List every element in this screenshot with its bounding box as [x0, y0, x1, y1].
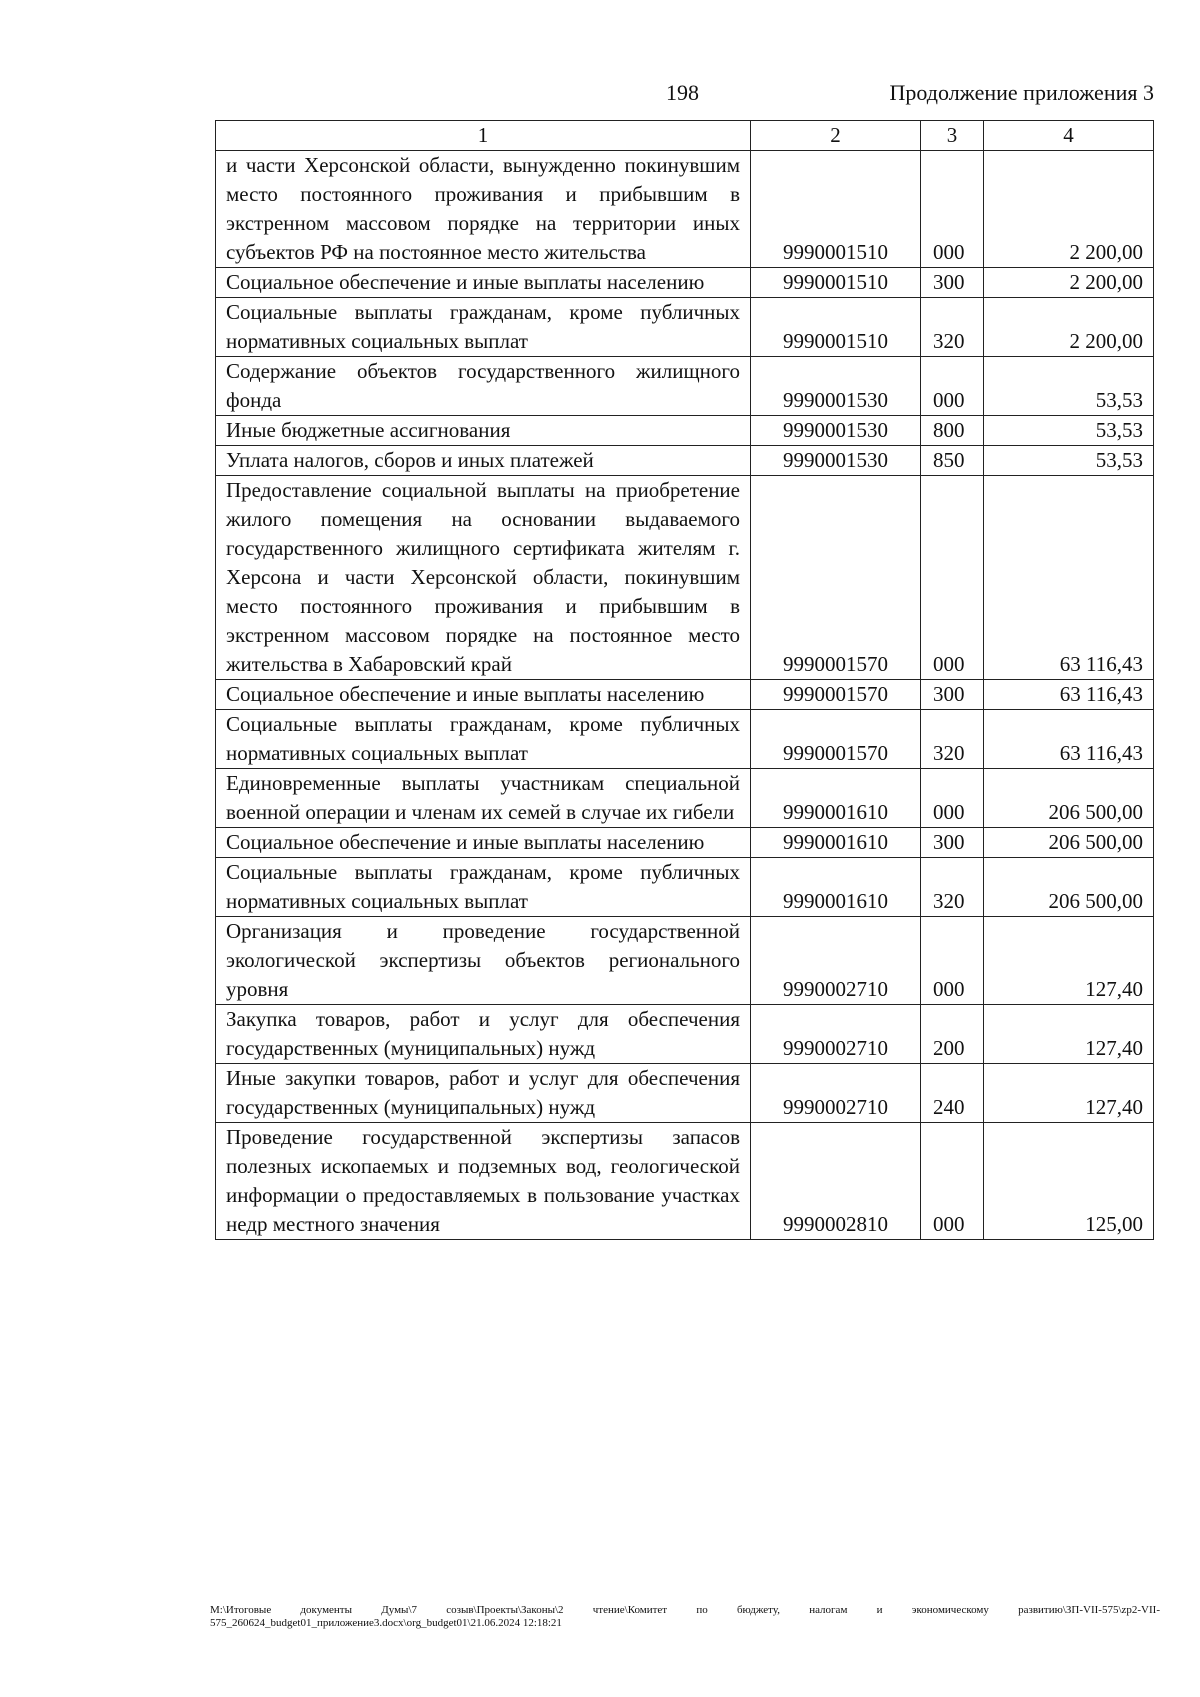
row-code: 9990001570	[751, 476, 921, 680]
row-name: Иные бюджетные ассигнования	[216, 416, 751, 446]
continuation-title: Продолжение приложения 3	[889, 80, 1154, 105]
row-amount: 127,40	[984, 1064, 1154, 1123]
table-row	[216, 268, 1154, 298]
row-amount: 2 200,00	[984, 151, 1154, 268]
row-type: 000	[921, 476, 984, 680]
row-name: Иные закупки товаров, работ и услуг для обеспечения государственных (муниципальных) нужд	[216, 1064, 751, 1123]
budget-table	[215, 120, 1154, 1240]
row-amount: 2 200,00	[984, 268, 1154, 298]
table-row	[216, 1064, 1154, 1123]
row-name: и части Херсонской области, вынужденно покинувшим место постоянного проживания и прибывшим в экстренном массовом порядке на территории иных субъектов РФ на постоянное место жительства	[216, 151, 751, 268]
row-type: 000	[921, 917, 984, 1005]
row-code: 9990001530	[751, 357, 921, 416]
row-amount: 63 116,43	[984, 476, 1154, 680]
table-row	[216, 1123, 1154, 1240]
table-row	[216, 917, 1154, 1005]
row-name: Проведение государственной экспертизы запасов полезных ископаемых и подземных вод, геологической информации о предоставляемых в пользование участках недр местного значения	[216, 1123, 751, 1240]
document-path-footer: M:\Итоговые документы Думы\7 созыв\Проекты\Законы\2 чтение\Комитет по бюджету, налогам и экономическому развитию\ЗП-VII-575\zp2-VII-575_260624_budget01_приложение3.docx\org_budget01\21.06.2024 12:18:21	[210, 1604, 1160, 1629]
row-amount: 63 116,43	[984, 710, 1154, 769]
row-type: 320	[921, 858, 984, 917]
table-row	[216, 710, 1154, 769]
row-name: Социальное обеспечение и иные выплаты населению	[216, 828, 751, 858]
row-amount: 127,40	[984, 1005, 1154, 1064]
row-type: 000	[921, 1123, 984, 1240]
row-type: 300	[921, 828, 984, 858]
row-code: 9990001610	[751, 858, 921, 917]
row-amount: 2 200,00	[984, 298, 1154, 357]
row-name: Социальные выплаты гражданам, кроме публичных нормативных социальных выплат	[216, 298, 751, 357]
column-header-2: 2	[751, 121, 921, 151]
table-row	[216, 680, 1154, 710]
table-row	[216, 298, 1154, 357]
column-header-1: 1	[216, 121, 751, 151]
row-code: 9990001510	[751, 151, 921, 268]
row-amount: 206 500,00	[984, 858, 1154, 917]
row-name: Уплата налогов, сборов и иных платежей	[216, 446, 751, 476]
row-type: 300	[921, 268, 984, 298]
row-amount: 206 500,00	[984, 769, 1154, 828]
table-header-row	[216, 121, 1154, 151]
row-type: 000	[921, 769, 984, 828]
row-name: Социальное обеспечение и иные выплаты населению	[216, 268, 751, 298]
row-code: 9990001610	[751, 769, 921, 828]
row-type: 300	[921, 680, 984, 710]
table-row	[216, 416, 1154, 446]
row-name: Социальные выплаты гражданам, кроме публичных нормативных социальных выплат	[216, 858, 751, 917]
row-amount: 63 116,43	[984, 680, 1154, 710]
row-name: Организация и проведение государственной экологической экспертизы объектов регионального уровня	[216, 917, 751, 1005]
row-name: Закупка товаров, работ и услуг для обеспечения государственных (муниципальных) нужд	[216, 1005, 751, 1064]
table-row	[216, 828, 1154, 858]
row-type: 240	[921, 1064, 984, 1123]
table-row	[216, 1005, 1154, 1064]
row-code: 9990001530	[751, 446, 921, 476]
row-type: 000	[921, 151, 984, 268]
table-row	[216, 769, 1154, 828]
row-type: 320	[921, 298, 984, 357]
row-amount: 127,40	[984, 917, 1154, 1005]
row-amount: 53,53	[984, 446, 1154, 476]
row-name: Социальные выплаты гражданам, кроме публичных нормативных социальных выплат	[216, 710, 751, 769]
row-type: 850	[921, 446, 984, 476]
row-name: Содержание объектов государственного жилищного фонда	[216, 357, 751, 416]
row-code: 9990002710	[751, 1064, 921, 1123]
row-code: 9990002710	[751, 917, 921, 1005]
table-row	[216, 151, 1154, 268]
row-amount: 53,53	[984, 357, 1154, 416]
column-header-3: 3	[921, 121, 984, 151]
row-type: 320	[921, 710, 984, 769]
row-amount: 125,00	[984, 1123, 1154, 1240]
row-code: 9990001570	[751, 710, 921, 769]
row-type: 800	[921, 416, 984, 446]
row-amount: 206 500,00	[984, 828, 1154, 858]
row-code: 9990002710	[751, 1005, 921, 1064]
row-code: 9990001510	[751, 298, 921, 357]
row-type: 000	[921, 357, 984, 416]
table-row	[216, 858, 1154, 917]
row-code: 9990002810	[751, 1123, 921, 1240]
column-header-4: 4	[984, 121, 1154, 151]
table-row	[216, 446, 1154, 476]
table-row	[216, 476, 1154, 680]
page-number: 198	[666, 80, 699, 105]
table-row	[216, 357, 1154, 416]
row-name: Единовременные выплаты участникам специальной военной операции и членам их семей в случае их гибели	[216, 769, 751, 828]
row-name: Предоставление социальной выплаты на приобретение жилого помещения на основании выдаваемого государственного жилищного сертификата жителям г. Херсона и части Херсонской области, покинувшим место постоянного проживания и прибывшим в экстренном массовом порядке на постоянное место жительства в Хабаровский край	[216, 476, 751, 680]
row-code: 9990001530	[751, 416, 921, 446]
row-type: 200	[921, 1005, 984, 1064]
row-code: 9990001610	[751, 828, 921, 858]
row-amount: 53,53	[984, 416, 1154, 446]
row-name: Социальное обеспечение и иные выплаты населению	[216, 680, 751, 710]
row-code: 9990001510	[751, 268, 921, 298]
row-code: 9990001570	[751, 680, 921, 710]
